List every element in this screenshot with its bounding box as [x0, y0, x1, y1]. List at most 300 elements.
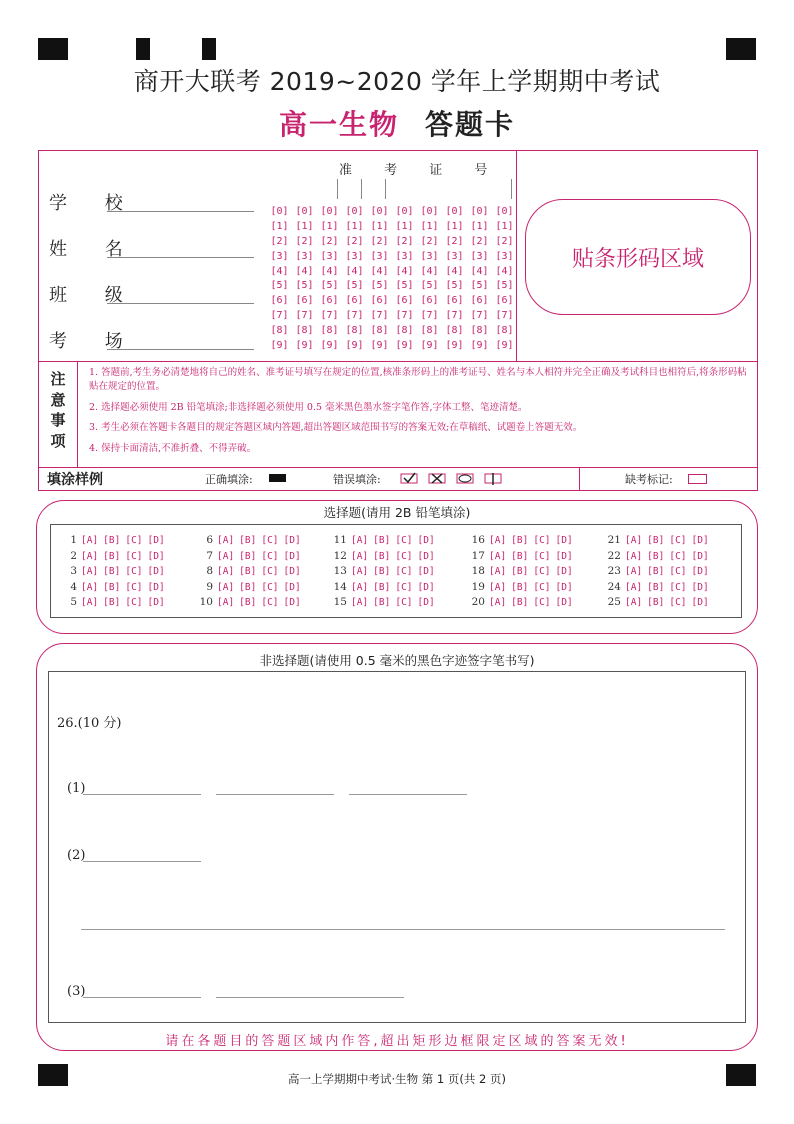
boundary-warning: 请在各题目的答题区域内作答,超出矩形边框限定区域的答案无效! — [165, 1034, 629, 1049]
part-1-label: (1) — [67, 781, 86, 796]
choice-question — [327, 565, 440, 577]
answer-bubble[interactable]: [D] — [417, 550, 435, 562]
digit-bubble[interactable]: [0] — [295, 206, 314, 217]
digit-bubble[interactable]: [0] — [270, 206, 289, 217]
answer-bubble[interactable]: [D] — [147, 535, 165, 546]
answer-bubble[interactable]: [C] — [261, 535, 279, 546]
answer-bubble[interactable]: [B] — [373, 597, 391, 608]
note-item: 4. 保持卡面清洁,不准折叠、不得弄破。 — [89, 442, 257, 454]
answer-bubble[interactable]: [C] — [261, 581, 279, 593]
answer-line[interactable] — [349, 794, 467, 795]
digit-bubble[interactable]: [1] — [420, 220, 439, 232]
card-subtitle — [0, 103, 794, 143]
answer-bubble[interactable]: [A] — [351, 581, 369, 593]
question-number: 12 — [333, 549, 347, 562]
answer-line[interactable] — [216, 794, 334, 795]
answer-bubble[interactable]: [D] — [417, 581, 435, 593]
answer-bubble[interactable]: [B] — [103, 550, 121, 562]
registration-mark — [136, 38, 150, 60]
digit-bubble[interactable]: [1] — [470, 220, 489, 232]
question-number: 3 — [70, 565, 77, 577]
digit-bubble[interactable]: [2] — [470, 235, 489, 247]
note-item: 1. 答题前,考生务必清楚地将自己的姓名、准考证号填写在规定的位置,核准条形码上的准考证号、姓名与本人相符并完全正确及考试科目也相符后,将条形码粘贴在规定的位置。 — [89, 367, 747, 392]
answer-bubble[interactable]: [D] — [283, 550, 301, 562]
answer-bubble[interactable]: [D] — [555, 581, 573, 593]
digit-bubble[interactable]: [3] — [495, 250, 514, 262]
answer-bubble[interactable]: [C] — [669, 566, 687, 577]
answer-bubble[interactable]: [A] — [625, 597, 643, 608]
choice-title: 选择题(请用 2B 铅笔填涂) — [323, 505, 471, 520]
choice-question — [601, 534, 714, 546]
answer-bubble[interactable]: [D] — [147, 550, 165, 562]
digit-bubble[interactable]: [6] — [420, 295, 439, 307]
field-label: 姓 名 — [49, 239, 139, 260]
digit-bubble[interactable]: [5] — [345, 280, 364, 292]
question-number: 4 — [70, 580, 77, 593]
answer-bubble[interactable]: [A] — [217, 581, 235, 593]
digit-bubble[interactable]: [3] — [295, 250, 314, 262]
digit-bubble[interactable]: [8] — [395, 325, 414, 337]
answer-bubble[interactable]: [C] — [261, 550, 279, 562]
digit-bubble[interactable]: [9] — [395, 340, 414, 352]
digit-bubble[interactable]: [7] — [495, 310, 514, 322]
digit-bubble[interactable]: [3] — [270, 250, 289, 262]
barcode-area: 贴条形码区域 — [525, 199, 751, 315]
digit-bubble[interactable]: [4] — [370, 265, 389, 277]
digit-bubble[interactable]: [2] — [495, 235, 514, 247]
question-number: 17 — [471, 549, 485, 562]
answer-bubble[interactable]: [B] — [103, 597, 121, 608]
answer-line[interactable] — [216, 997, 404, 998]
digit-bubble[interactable]: [7] — [270, 310, 289, 322]
digit-bubble[interactable]: [4] — [320, 265, 339, 277]
answer-bubble[interactable]: [B] — [103, 581, 121, 593]
choice-question — [327, 534, 440, 546]
answer-bubble[interactable]: [A] — [351, 550, 369, 562]
digit-bubble[interactable]: [7] — [395, 310, 414, 322]
answer-bubble[interactable]: [D] — [147, 566, 165, 577]
digit-bubble[interactable]: [7] — [470, 310, 489, 322]
answer-bubble[interactable]: [D] — [147, 597, 165, 608]
answer-bubble[interactable]: [B] — [239, 535, 257, 546]
answer-bubble[interactable]: [C] — [395, 535, 413, 546]
choice-question — [193, 581, 306, 593]
answer-bubble[interactable]: [A] — [489, 566, 507, 577]
question-number: 1 — [70, 534, 77, 546]
digit-bubble[interactable]: [1] — [345, 220, 364, 232]
answer-bubble[interactable]: [A] — [81, 550, 99, 562]
answer-bubble[interactable]: [A] — [625, 581, 643, 593]
digit-bubble[interactable]: [6] — [320, 295, 339, 307]
digit-bubble[interactable]: [1] — [395, 220, 414, 232]
answer-bubble[interactable]: [B] — [103, 535, 121, 546]
answer-bubble[interactable]: [D] — [417, 597, 435, 608]
answer-bubble[interactable]: [C] — [125, 566, 143, 577]
note-item: 2. 选择题必须使用 2B 铅笔填涂;非选择题必须使用 0.5 毫米黑色墨水签字笔作答,字体工整、笔迹清楚。 — [89, 401, 528, 413]
answer-bubble[interactable]: [C] — [533, 566, 551, 577]
digit-bubble[interactable]: [5] — [295, 280, 314, 292]
digit-bubble[interactable]: [4] — [470, 265, 489, 277]
question-number: 16 — [471, 534, 485, 546]
choice-question — [193, 550, 306, 562]
answer-bubble[interactable]: [B] — [373, 566, 391, 577]
digit-bubble[interactable]: [9] — [270, 340, 289, 352]
question-number: 15 — [333, 596, 347, 608]
digit-bubble[interactable]: [5] — [445, 280, 464, 292]
digit-bubble[interactable]: [2] — [445, 235, 464, 247]
question-number: 10 — [199, 596, 213, 608]
answer-bubble[interactable]: [A] — [625, 566, 643, 577]
question-number: 2 — [70, 549, 77, 562]
digit-bubble[interactable]: [2] — [370, 235, 389, 247]
digit-bubble[interactable]: [2] — [345, 235, 364, 247]
question-number: 23 — [607, 565, 621, 577]
answer-bubble[interactable]: [C] — [669, 535, 687, 546]
exam-id-bubble-grid[interactable] — [267, 205, 517, 354]
digit-bubble[interactable]: [0] — [420, 206, 439, 217]
digit-bubble[interactable]: [2] — [270, 235, 289, 247]
digit-bubble[interactable]: [5] — [420, 280, 439, 292]
answer-bubble[interactable]: [D] — [283, 535, 301, 546]
digit-bubble[interactable]: [3] — [320, 250, 339, 262]
answer-bubble[interactable]: [D] — [417, 566, 435, 577]
answer-bubble[interactable]: [C] — [395, 566, 413, 577]
answer-bubble[interactable]: [A] — [489, 581, 507, 593]
digit-bubble[interactable]: [4] — [445, 265, 464, 277]
answer-bubble[interactable]: [A] — [81, 581, 99, 593]
digit-bubble[interactable]: [9] — [495, 340, 514, 352]
digit-bubble[interactable]: [2] — [320, 235, 339, 247]
answer-bubble[interactable]: [A] — [489, 597, 507, 608]
answer-bubble[interactable]: [D] — [147, 581, 165, 593]
answer-line[interactable] — [81, 929, 725, 930]
absent-mark-box[interactable] — [688, 474, 707, 484]
answer-bubble[interactable]: [C] — [669, 581, 687, 593]
answer-bubble[interactable]: [D] — [283, 566, 301, 577]
digit-bubble[interactable]: [7] — [345, 310, 364, 322]
digit-bubble[interactable]: [6] — [270, 295, 289, 307]
fill-example-row — [39, 467, 757, 491]
digit-bubble[interactable]: [1] — [270, 220, 289, 232]
answer-bubble[interactable]: [D] — [555, 535, 573, 546]
digit-row — [267, 294, 517, 309]
digit-bubble[interactable]: [9] — [345, 340, 364, 352]
digit-bubble[interactable]: [6] — [395, 295, 414, 307]
digit-row — [267, 324, 517, 339]
answer-bubble[interactable]: [B] — [239, 566, 257, 577]
digit-bubble[interactable]: [8] — [270, 325, 289, 337]
digit-bubble[interactable]: [5] — [495, 280, 514, 292]
digit-bubble[interactable]: [0] — [445, 206, 464, 217]
digit-row — [267, 250, 517, 265]
answer-bubble[interactable]: [A] — [489, 550, 507, 562]
digit-bubble[interactable]: [8] — [495, 325, 514, 337]
digit-bubble[interactable]: [4] — [420, 265, 439, 277]
name-field[interactable] — [49, 235, 254, 261]
answer-bubble[interactable]: [B] — [511, 535, 529, 546]
digit-bubble[interactable]: [6] — [445, 295, 464, 307]
digit-bubble[interactable]: [5] — [320, 280, 339, 292]
question-26-label: 26.(10 分) — [57, 716, 122, 731]
digit-row — [267, 265, 517, 280]
digit-bubble[interactable]: [8] — [420, 325, 439, 337]
answer-bubble[interactable]: [B] — [239, 550, 257, 562]
wrong-fill-label: 错误填涂: — [333, 473, 381, 486]
correct-fill-mark — [269, 474, 286, 482]
answer-bubble[interactable]: [B] — [239, 581, 257, 593]
choice-question — [193, 565, 306, 577]
answer-bubble[interactable]: [C] — [125, 550, 143, 562]
answer-bubble[interactable]: [B] — [239, 597, 257, 608]
choice-question — [601, 581, 714, 593]
digit-bubble[interactable]: [0] — [370, 206, 389, 217]
class-field[interactable] — [49, 281, 254, 307]
answer-bubble[interactable]: [A] — [351, 535, 369, 546]
answer-bubble[interactable]: [D] — [691, 581, 709, 593]
answer-bubble[interactable]: [C] — [533, 535, 551, 546]
answer-bubble[interactable]: [C] — [395, 581, 413, 593]
digit-bubble[interactable]: [6] — [495, 295, 514, 307]
answer-bubble[interactable]: [D] — [691, 535, 709, 546]
digit-bubble[interactable]: [2] — [295, 235, 314, 247]
choice-question — [465, 550, 578, 562]
card-label: 答题卡 — [425, 108, 516, 141]
digit-bubble[interactable]: [8] — [445, 325, 464, 337]
page-footer: 高一上学期期中考试·生物 第 1 页(共 2 页) — [287, 1072, 507, 1086]
answer-bubble[interactable]: [D] — [417, 535, 435, 546]
choice-answer-area — [50, 524, 742, 618]
answer-bubble[interactable]: [A] — [81, 535, 99, 546]
answer-bubble[interactable]: [B] — [647, 550, 665, 562]
answer-bubble[interactable]: [D] — [691, 550, 709, 562]
digit-bubble[interactable]: [9] — [370, 340, 389, 352]
digit-bubble[interactable]: [2] — [420, 235, 439, 247]
answer-line[interactable] — [83, 861, 201, 862]
digit-bubble[interactable]: [8] — [345, 325, 364, 337]
digit-bubble[interactable]: [0] — [495, 206, 514, 217]
answer-bubble[interactable]: [B] — [511, 581, 529, 593]
answer-bubble[interactable]: [A] — [625, 550, 643, 562]
digit-row — [267, 205, 517, 220]
digit-bubble[interactable]: [1] — [295, 220, 314, 232]
digit-bubble[interactable]: [3] — [420, 250, 439, 262]
question-number: 8 — [206, 565, 213, 577]
fill-example-label: 填涂样例 — [47, 472, 103, 488]
question-number: 6 — [206, 534, 213, 546]
answer-line[interactable] — [83, 997, 201, 998]
choice-question — [57, 596, 170, 608]
choice-question — [193, 596, 306, 608]
subject-name: 高一生物 — [278, 108, 399, 141]
digit-row — [267, 279, 517, 294]
answer-bubble[interactable]: [D] — [691, 566, 709, 577]
digit-bubble[interactable]: [6] — [470, 295, 489, 307]
answer-bubble[interactable]: [A] — [217, 597, 235, 608]
nonchoice-answer-area[interactable] — [48, 671, 746, 1023]
answer-bubble[interactable]: [A] — [217, 535, 235, 546]
answer-bubble[interactable]: [C] — [533, 581, 551, 593]
question-number: 9 — [206, 580, 213, 593]
digit-bubble[interactable]: [7] — [370, 310, 389, 322]
digit-bubble[interactable]: [4] — [495, 265, 514, 277]
question-number: 11 — [333, 534, 347, 546]
digit-bubble[interactable]: [6] — [370, 295, 389, 307]
digit-bubble[interactable]: [9] — [445, 340, 464, 352]
answer-bubble[interactable]: [C] — [669, 597, 687, 608]
question-number: 14 — [333, 580, 347, 593]
choice-question — [465, 565, 578, 577]
digit-bubble[interactable]: [8] — [295, 325, 314, 337]
answer-bubble[interactable]: [B] — [647, 535, 665, 546]
digit-bubble[interactable]: [6] — [295, 295, 314, 307]
choice-question — [601, 550, 714, 562]
digit-bubble[interactable]: [3] — [395, 250, 414, 262]
notes-list — [89, 366, 751, 462]
answer-bubble[interactable]: [C] — [261, 597, 279, 608]
answer-bubble[interactable]: [A] — [81, 597, 99, 608]
digit-bubble[interactable]: [4] — [295, 265, 314, 277]
wrong-fill-marks — [399, 472, 509, 486]
digit-bubble[interactable]: [2] — [395, 235, 414, 247]
choice-question — [57, 550, 170, 562]
answer-bubble[interactable]: [C] — [395, 597, 413, 608]
answer-bubble[interactable]: [B] — [511, 597, 529, 608]
digit-bubble[interactable]: [9] — [320, 340, 339, 352]
question-number: 19 — [471, 580, 485, 593]
question-number: 7 — [206, 549, 213, 562]
answer-line[interactable] — [83, 794, 201, 795]
registration-mark — [202, 38, 216, 60]
answer-bubble[interactable]: [B] — [373, 535, 391, 546]
answer-bubble[interactable]: [B] — [647, 597, 665, 608]
answer-bubble[interactable]: [B] — [647, 581, 665, 593]
room-field[interactable] — [49, 327, 254, 353]
choice-question — [601, 596, 714, 608]
choice-question — [465, 596, 578, 608]
exam-title: 商开大联考 2019~2020 学年上学期期中考试 — [133, 67, 661, 96]
exam-id-title: 准 考 证 号 — [339, 163, 502, 178]
question-number: 20 — [471, 596, 485, 608]
digit-bubble[interactable]: [8] — [370, 325, 389, 337]
answer-bubble[interactable]: [C] — [261, 566, 279, 577]
digit-bubble[interactable]: [6] — [345, 295, 364, 307]
answer-bubble[interactable]: [D] — [555, 566, 573, 577]
answer-bubble[interactable]: [B] — [511, 566, 529, 577]
choice-question — [57, 565, 170, 577]
digit-bubble[interactable]: [3] — [370, 250, 389, 262]
answer-bubble[interactable]: [C] — [125, 581, 143, 593]
answer-bubble[interactable]: [D] — [555, 550, 573, 562]
choice-question — [465, 581, 578, 593]
digit-bubble[interactable]: [9] — [295, 340, 314, 352]
digit-bubble[interactable]: [4] — [345, 265, 364, 277]
answer-bubble[interactable]: [A] — [351, 566, 369, 577]
choice-question — [465, 534, 578, 546]
choice-question — [327, 596, 440, 608]
question-number: 22 — [607, 549, 621, 562]
digit-row — [267, 339, 517, 354]
digit-bubble[interactable]: [7] — [420, 310, 439, 322]
digit-bubble[interactable]: [3] — [470, 250, 489, 262]
answer-bubble[interactable]: [C] — [533, 597, 551, 608]
answer-bubble[interactable]: [A] — [217, 550, 235, 562]
choice-question — [193, 534, 306, 546]
digit-bubble[interactable]: [1] — [445, 220, 464, 232]
answer-bubble[interactable]: [B] — [373, 581, 391, 593]
answer-bubble[interactable]: [A] — [351, 597, 369, 608]
answer-bubble[interactable]: [D] — [691, 597, 709, 608]
answer-bubble[interactable]: [B] — [103, 566, 121, 577]
answer-bubble[interactable]: [A] — [625, 535, 643, 546]
digit-bubble[interactable]: [0] — [320, 206, 339, 217]
answer-bubble[interactable]: [C] — [669, 550, 687, 562]
answer-bubble[interactable]: [C] — [125, 535, 143, 546]
school-field[interactable] — [49, 189, 254, 215]
answer-bubble[interactable]: [A] — [489, 535, 507, 546]
answer-bubble[interactable]: [A] — [81, 566, 99, 577]
digit-bubble[interactable]: [1] — [320, 220, 339, 232]
digit-bubble[interactable]: [1] — [370, 220, 389, 232]
answer-bubble[interactable]: [D] — [283, 581, 301, 593]
exam-id-write-cells[interactable] — [337, 179, 513, 199]
question-number: 21 — [607, 534, 621, 546]
answer-bubble[interactable]: [B] — [647, 566, 665, 577]
question-number: 25 — [607, 596, 621, 608]
student-info-box — [38, 150, 758, 491]
field-label: 学 校 — [49, 193, 139, 214]
answer-bubble[interactable]: [A] — [217, 566, 235, 577]
digit-bubble[interactable]: [3] — [445, 250, 464, 262]
answer-bubble[interactable]: [C] — [533, 550, 551, 562]
question-number: 13 — [333, 565, 347, 577]
answer-bubble[interactable]: [B] — [373, 550, 391, 562]
answer-bubble[interactable]: [C] — [125, 597, 143, 608]
digit-row — [267, 220, 517, 235]
notes-label: 注 意 事 项 — [50, 370, 66, 450]
digit-bubble[interactable]: [9] — [470, 340, 489, 352]
digit-bubble[interactable]: [9] — [420, 340, 439, 352]
field-label: 班 级 — [49, 285, 139, 306]
registration-mark — [38, 38, 68, 60]
digit-bubble[interactable]: [3] — [345, 250, 364, 262]
answer-bubble[interactable]: [D] — [283, 597, 301, 608]
digit-bubble[interactable]: [5] — [395, 280, 414, 292]
digit-row — [267, 235, 517, 250]
digit-bubble[interactable]: [7] — [445, 310, 464, 322]
digit-bubble[interactable]: [8] — [320, 325, 339, 337]
digit-bubble[interactable]: [4] — [270, 265, 289, 277]
digit-bubble[interactable]: [7] — [295, 310, 314, 322]
digit-bubble[interactable]: [1] — [495, 220, 514, 232]
correct-fill-label: 正确填涂: — [205, 473, 253, 486]
digit-bubble[interactable]: [7] — [320, 310, 339, 322]
answer-bubble[interactable]: [C] — [395, 550, 413, 562]
digit-bubble[interactable]: [5] — [270, 280, 289, 292]
digit-bubble[interactable]: [0] — [345, 206, 364, 217]
digit-bubble[interactable]: [8] — [470, 325, 489, 337]
digit-bubble[interactable]: [4] — [395, 265, 414, 277]
answer-bubble[interactable]: [D] — [555, 597, 573, 608]
registration-mark — [726, 38, 756, 60]
choice-question — [57, 581, 170, 593]
question-number: 18 — [471, 565, 485, 577]
digit-bubble[interactable]: [5] — [470, 280, 489, 292]
absent-mark-label: 缺考标记: — [625, 473, 673, 486]
digit-bubble[interactable]: [5] — [370, 280, 389, 292]
digit-bubble[interactable]: [0] — [395, 206, 414, 217]
answer-bubble[interactable]: [B] — [511, 550, 529, 562]
digit-bubble[interactable]: [0] — [470, 206, 489, 217]
